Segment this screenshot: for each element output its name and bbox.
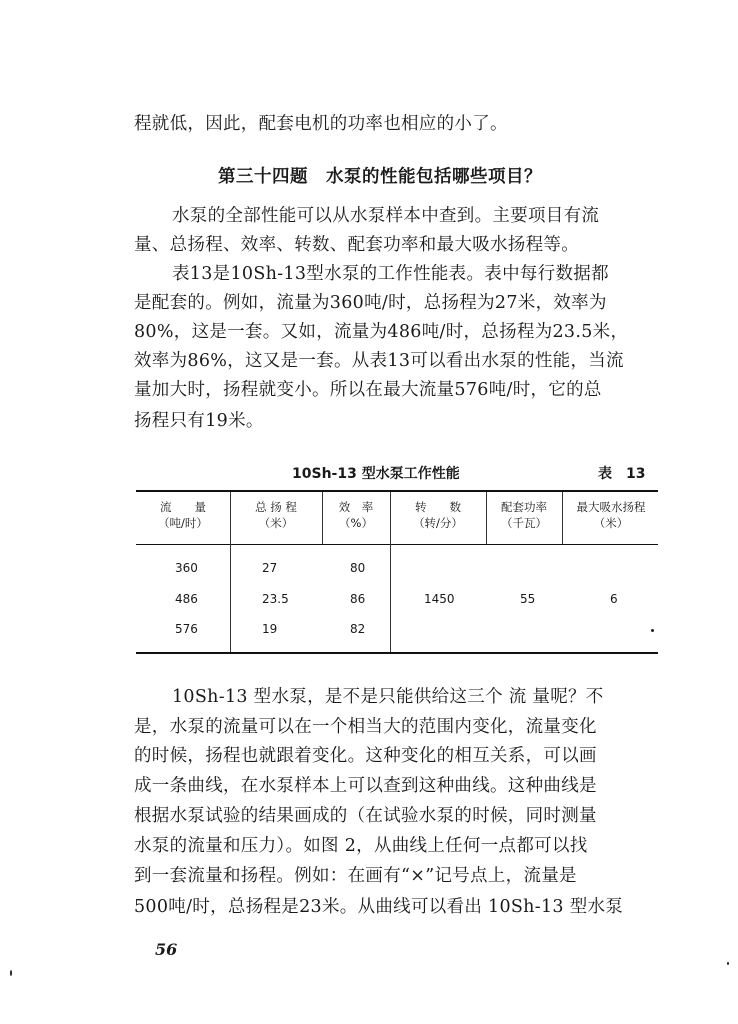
cell-power: 55 [520,592,536,606]
header-flow [138,499,228,531]
cell-speed: 1450 [424,592,455,606]
text-line: 是配套的。例如，流量为360吨/时，总扬程为27米，效率为 [134,293,607,313]
header-label: 转 数 [415,500,461,514]
table-caption: 10Sh-13 型水泵工作性能 [292,466,460,482]
header-unit: （千瓦） [501,516,547,530]
header-label: 最大吸水扬程 [576,500,646,514]
column-divider [486,492,487,544]
cell-efficiency: 80 [350,561,366,575]
header-unit: （转/分） [413,516,463,530]
cell-efficiency: 86 [350,592,366,606]
text-line: 到一套流量和扬程。例如：在画有“×”记号点上，流量是 [134,866,577,886]
page-number: 56 [155,940,178,959]
header-speed [392,499,484,531]
table-number: 表 13 [598,466,646,482]
column-divider [322,492,323,544]
header-unit: （米） [258,516,294,530]
header-efficiency [324,499,388,531]
text-line: 水泵的流量和压力）。如图 2，从曲线上任何一点都可以找 [134,836,588,856]
cell-head: 27 [262,561,278,575]
column-divider [230,492,231,652]
text-line: 量、总扬程、效率、转数、配套功率和最大吸水扬程等。 [134,235,579,255]
text-line: 是，水泵的流量可以在一个相当大的范围内变化，流量变化 [134,717,597,737]
text-line: 表13是10Sh-13型水泵的工作性能表。表中每行数据都 [172,264,609,284]
table-header-rule [136,544,658,545]
cell-efficiency: 82 [350,622,366,636]
text-line: 水泵的全部性能可以从水泵样本中查到。主要项目有流 [172,206,600,226]
cell-flow: 486 [175,592,198,606]
text-line: 扬程只有19米。 [134,411,264,431]
header-label: 总 扬 程 [255,500,297,514]
text-line: 的时候，扬程也就跟着变化。这种变化的相互关系，可以画 [134,746,597,766]
column-divider [390,492,391,652]
text-line: 量加大时，扬程就变小。所以在最大流量576吨/时，它的总 [134,380,602,400]
text-line: 效率为86%，这又是一套。从表13可以看出水泵的性能，当流 [134,351,624,371]
cell-head: 19 [262,622,278,636]
header-unit: （吨/时） [158,516,208,530]
scan-speck [651,629,654,632]
scan-speck [10,970,12,976]
cell-flow: 576 [175,622,198,636]
text-line: 程就低，因此，配套电机的功率也相应的小了。 [134,114,508,134]
text-line: 500吨/时，总扬程是23米。从曲线可以看出 10Sh-13 型水泵 [134,897,624,917]
header-unit: （%） [339,516,373,530]
header-suction [563,499,659,531]
text-line: 10Sh-13 型水泵，是不是只能供给这三个 流 量呢？不 [172,687,604,707]
scan-speck [727,962,729,965]
header-label: 流 量 [160,500,206,514]
header-head [232,499,320,531]
text-line: 80%，这是一套。又如，流量为486吨/时，总扬程为23.5米， [134,322,629,342]
table-top-rule [136,490,658,492]
header-power [488,499,560,531]
text-line: 成一条曲线，在水泵样本上可以查到这种曲线。这种曲线是 [134,776,597,796]
section-heading: 第三十四题 水泵的性能包括哪些项目？ [218,167,542,187]
cell-flow: 360 [175,561,198,575]
table-bottom-rule [136,652,658,654]
header-unit: （米） [593,516,629,530]
cell-suction: 6 [610,592,618,606]
text-line: 根据水泵试验的结果画成的（在试验水泵的时候，同时测量 [134,806,597,826]
header-label: 效 率 [338,500,374,514]
header-label: 配套功率 [501,500,547,514]
cell-head: 23.5 [262,592,289,606]
